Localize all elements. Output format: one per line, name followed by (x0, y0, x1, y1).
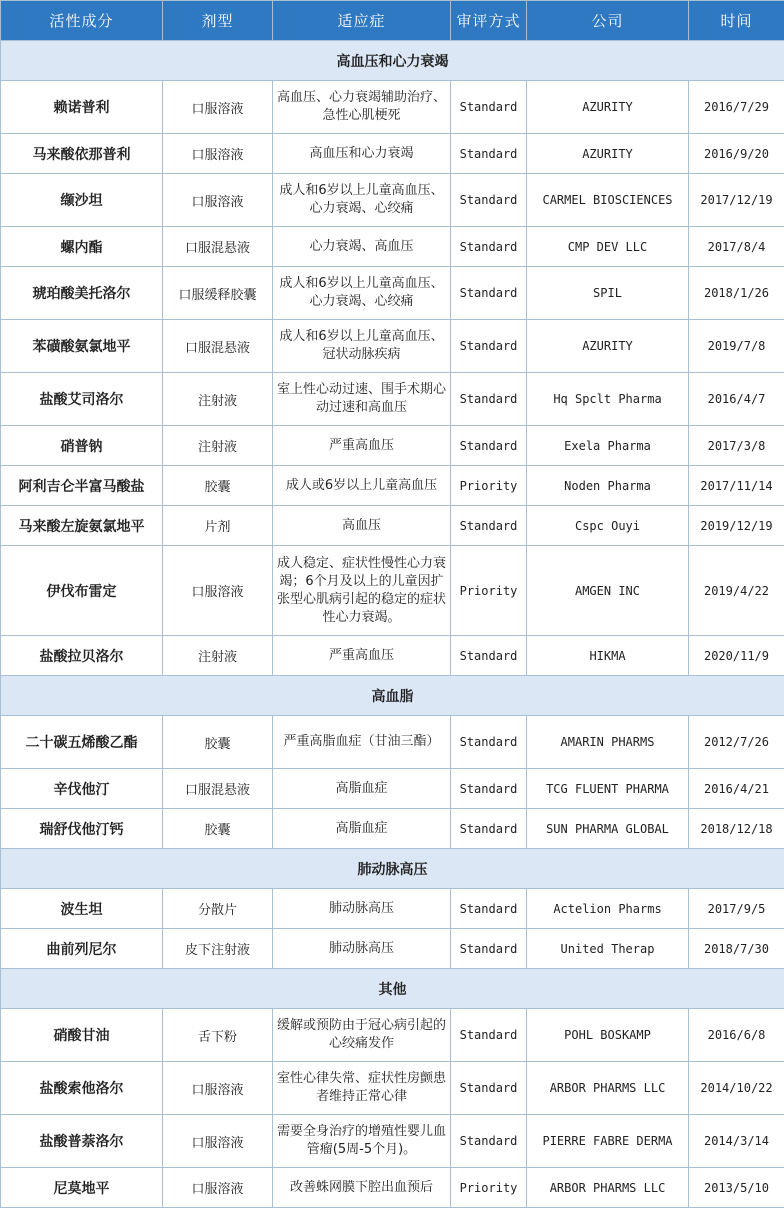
table-row (1, 929, 784, 969)
cell-review-type: Standard (451, 769, 527, 809)
cell-review-type: Standard (451, 506, 527, 546)
header-row (1, 1, 784, 41)
table-row (1, 1062, 784, 1115)
cell-dosage-form: 口服缓释胶囊 (163, 267, 273, 320)
table-row (1, 267, 784, 320)
cell-dosage-form: 注射液 (163, 426, 273, 466)
cell-date: 2014/3/14 (689, 1115, 784, 1168)
cell-company: AZURITY (527, 320, 689, 373)
cell-company: SUN PHARMA GLOBAL (527, 809, 689, 849)
cell-company: POHL BOSKAMP (527, 1009, 689, 1062)
cell-review-type: Standard (451, 809, 527, 849)
cell-dosage-form: 口服混悬液 (163, 769, 273, 809)
cell-date: 2016/4/21 (689, 769, 784, 809)
table-row (1, 889, 784, 929)
header-indication: 适应症 (273, 1, 451, 41)
table-row (1, 174, 784, 227)
cell-date: 2016/4/7 (689, 373, 784, 426)
table-row (1, 769, 784, 809)
cell-review-type: Standard (451, 1062, 527, 1115)
cell-indication: 严重高血压 (273, 426, 451, 466)
section-title: 肺动脉高压 (1, 849, 784, 889)
cell-dosage-form: 注射液 (163, 373, 273, 426)
cell-date: 2012/7/26 (689, 716, 784, 769)
section-row (1, 849, 784, 889)
table-row (1, 636, 784, 676)
header-active-ingredient: 活性成分 (1, 1, 163, 41)
cell-review-type: Priority (451, 1168, 527, 1208)
cell-date: 2017/3/8 (689, 426, 784, 466)
cell-company: SPIL (527, 267, 689, 320)
cell-date: 2019/7/8 (689, 320, 784, 373)
table-row (1, 809, 784, 849)
cell-date: 2020/11/9 (689, 636, 784, 676)
cell-company: AMARIN PHARMS (527, 716, 689, 769)
table-row (1, 716, 784, 769)
cell-active-ingredient: 二十碳五烯酸乙酯 (1, 716, 163, 769)
cell-review-type: Standard (451, 174, 527, 227)
cell-date: 2016/9/20 (689, 134, 784, 174)
cell-indication: 肺动脉高压 (273, 889, 451, 929)
cell-active-ingredient: 硝酸甘油 (1, 1009, 163, 1062)
cell-company: CARMEL BIOSCIENCES (527, 174, 689, 227)
cell-review-type: Standard (451, 716, 527, 769)
cell-indication: 高脂血症 (273, 769, 451, 809)
table-row (1, 426, 784, 466)
cell-dosage-form: 口服溶液 (163, 134, 273, 174)
cell-dosage-form: 胶囊 (163, 466, 273, 506)
cell-company: HIKMA (527, 636, 689, 676)
cell-company: AMGEN INC (527, 546, 689, 636)
cell-active-ingredient: 苯磺酸氨氯地平 (1, 320, 163, 373)
table-row (1, 81, 784, 134)
cell-active-ingredient: 伊伐布雷定 (1, 546, 163, 636)
cell-review-type: Standard (451, 929, 527, 969)
cell-active-ingredient: 盐酸索他洛尔 (1, 1062, 163, 1115)
cell-dosage-form: 舌下粉 (163, 1009, 273, 1062)
cell-dosage-form: 口服溶液 (163, 174, 273, 227)
cell-date: 2018/12/18 (689, 809, 784, 849)
table-row (1, 466, 784, 506)
cell-active-ingredient: 马来酸依那普利 (1, 134, 163, 174)
header-date: 时间 (689, 1, 784, 41)
cell-dosage-form: 口服混悬液 (163, 227, 273, 267)
cell-review-type: Standard (451, 134, 527, 174)
section-title: 高血压和心力衰竭 (1, 41, 784, 81)
cell-indication: 成人和6岁以上儿童高血压、冠状动脉疾病 (273, 320, 451, 373)
cell-indication: 缓解或预防由于冠心病引起的心绞痛发作 (273, 1009, 451, 1062)
cell-dosage-form: 注射液 (163, 636, 273, 676)
cell-company: Cspc Ouyi (527, 506, 689, 546)
cell-active-ingredient: 硝普钠 (1, 426, 163, 466)
section-title: 高血脂 (1, 676, 784, 716)
cell-company: AZURITY (527, 134, 689, 174)
cell-active-ingredient: 盐酸拉贝洛尔 (1, 636, 163, 676)
cell-date: 2017/12/19 (689, 174, 784, 227)
section-row (1, 676, 784, 716)
cell-review-type: Standard (451, 1009, 527, 1062)
cell-dosage-form: 口服溶液 (163, 1115, 273, 1168)
cell-active-ingredient: 波生坦 (1, 889, 163, 929)
cell-active-ingredient: 琥珀酸美托洛尔 (1, 267, 163, 320)
cell-active-ingredient: 赖诺普利 (1, 81, 163, 134)
cell-active-ingredient: 尼莫地平 (1, 1168, 163, 1208)
cell-indication: 高脂血症 (273, 809, 451, 849)
cell-indication: 成人和6岁以上儿童高血压、心力衰竭、心绞痛 (273, 174, 451, 227)
cell-company: Actelion Pharms (527, 889, 689, 929)
cell-company: United Therap (527, 929, 689, 969)
cell-indication: 需要全身治疗的增殖性婴儿血管瘤(5周-5个月)。 (273, 1115, 451, 1168)
section-row (1, 969, 784, 1009)
cell-date: 2018/1/26 (689, 267, 784, 320)
table-row (1, 506, 784, 546)
cell-indication: 严重高脂血症（甘油三酯） (273, 716, 451, 769)
table-row (1, 320, 784, 373)
cell-indication: 严重高血压 (273, 636, 451, 676)
cell-indication: 改善蛛网膜下腔出血预后 (273, 1168, 451, 1208)
cell-review-type: Standard (451, 320, 527, 373)
cell-active-ingredient: 缬沙坦 (1, 174, 163, 227)
cell-company: TCG FLUENT PHARMA (527, 769, 689, 809)
cell-active-ingredient: 盐酸普萘洛尔 (1, 1115, 163, 1168)
header-company: 公司 (527, 1, 689, 41)
cell-indication: 肺动脉高压 (273, 929, 451, 969)
cell-company: PIERRE FABRE DERMA (527, 1115, 689, 1168)
cell-dosage-form: 胶囊 (163, 716, 273, 769)
table-row (1, 1168, 784, 1208)
cell-indication: 成人或6岁以上儿童高血压 (273, 466, 451, 506)
cell-date: 2019/4/22 (689, 546, 784, 636)
cell-indication: 高血压和心力衰竭 (273, 134, 451, 174)
cell-active-ingredient: 曲前列尼尔 (1, 929, 163, 969)
section-row (1, 41, 784, 81)
cell-active-ingredient: 阿利吉仑半富马酸盐 (1, 466, 163, 506)
cell-active-ingredient: 马来酸左旋氨氯地平 (1, 506, 163, 546)
cell-active-ingredient: 瑞舒伐他汀钙 (1, 809, 163, 849)
cell-review-type: Standard (451, 636, 527, 676)
cell-indication: 室性心律失常、症状性房颤患者维持正常心律 (273, 1062, 451, 1115)
cell-review-type: Priority (451, 546, 527, 636)
table-body (1, 41, 784, 1208)
cell-date: 2016/7/29 (689, 81, 784, 134)
cell-company: CMP DEV LLC (527, 227, 689, 267)
cell-review-type: Standard (451, 373, 527, 426)
cell-date: 2014/10/22 (689, 1062, 784, 1115)
cell-review-type: Standard (451, 889, 527, 929)
cell-review-type: Standard (451, 227, 527, 267)
cell-date: 2016/6/8 (689, 1009, 784, 1062)
table-row (1, 546, 784, 636)
cell-company: ARBOR PHARMS LLC (527, 1062, 689, 1115)
header-review-type: 审评方式 (451, 1, 527, 41)
cell-dosage-form: 口服溶液 (163, 81, 273, 134)
cell-indication: 成人稳定、症状性慢性心力衰竭；6个月及以上的儿童因扩张型心肌病引起的稳定的症状性心力衰竭。 (273, 546, 451, 636)
section-title: 其他 (1, 969, 784, 1009)
cell-dosage-form: 胶囊 (163, 809, 273, 849)
cell-review-type: Standard (451, 426, 527, 466)
cell-date: 2019/12/19 (689, 506, 784, 546)
cell-active-ingredient: 盐酸艾司洛尔 (1, 373, 163, 426)
cell-dosage-form: 片剂 (163, 506, 273, 546)
cell-indication: 高血压 (273, 506, 451, 546)
table-row (1, 1009, 784, 1062)
cell-active-ingredient: 螺内酯 (1, 227, 163, 267)
cell-date: 2013/5/10 (689, 1168, 784, 1208)
cell-indication: 成人和6岁以上儿童高血压、心力衰竭、心绞痛 (273, 267, 451, 320)
cell-company: AZURITY (527, 81, 689, 134)
cell-company: Hq Spclt Pharma (527, 373, 689, 426)
cell-active-ingredient: 辛伐他汀 (1, 769, 163, 809)
cell-dosage-form: 皮下注射液 (163, 929, 273, 969)
cell-company: Noden Pharma (527, 466, 689, 506)
cell-dosage-form: 分散片 (163, 889, 273, 929)
cell-dosage-form: 口服溶液 (163, 546, 273, 636)
cell-indication: 高血压、心力衰竭辅助治疗、急性心肌梗死 (273, 81, 451, 134)
cell-date: 2017/9/5 (689, 889, 784, 929)
cell-review-type: Priority (451, 466, 527, 506)
cell-date: 2017/8/4 (689, 227, 784, 267)
table-row (1, 227, 784, 267)
table-row (1, 1115, 784, 1168)
cell-company: Exela Pharma (527, 426, 689, 466)
cell-date: 2017/11/14 (689, 466, 784, 506)
cell-review-type: Standard (451, 1115, 527, 1168)
cell-company: ARBOR PHARMS LLC (527, 1168, 689, 1208)
cell-review-type: Standard (451, 267, 527, 320)
cell-dosage-form: 口服混悬液 (163, 320, 273, 373)
cell-dosage-form: 口服溶液 (163, 1062, 273, 1115)
header-dosage-form: 剂型 (163, 1, 273, 41)
table-row (1, 373, 784, 426)
cell-date: 2018/7/30 (689, 929, 784, 969)
cell-indication: 心力衰竭、高血压 (273, 227, 451, 267)
cell-indication: 室上性心动过速、围手术期心动过速和高血压 (273, 373, 451, 426)
table-row (1, 134, 784, 174)
cell-dosage-form: 口服溶液 (163, 1168, 273, 1208)
cell-review-type: Standard (451, 81, 527, 134)
